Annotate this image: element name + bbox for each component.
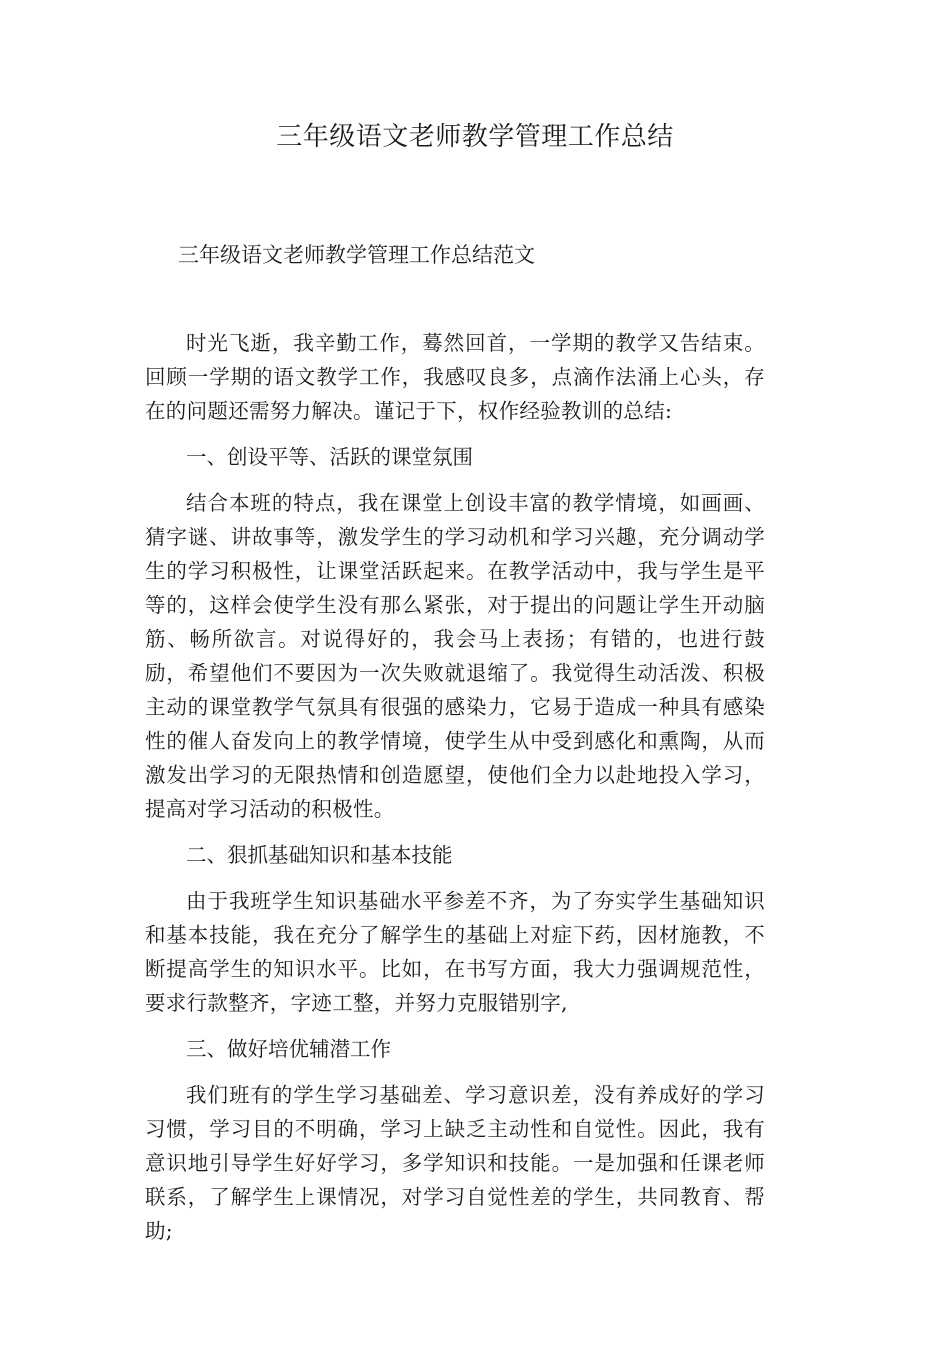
document-subtitle: 三年级语文老师教学管理工作总结范文 <box>178 243 535 267</box>
section-paragraph-2: 由于我班学生知识基础水平参差不齐，为了夯实学生基础知识和基本技能，我在充分了解学生的基础上对症下药，因材施教，不断提高学生的知识水平。比如，在书写方面，我大力强调规范性，要求行款整齐，字迹工整，并努力克服错别字, <box>145 889 765 1015</box>
section-heading-2: 二、狠抓基础知识和基本技能 <box>186 843 453 867</box>
document-body <box>145 326 765 1260</box>
section-paragraph-3: 我们班有的学生学习基础差、学习意识差，没有养成好的学习习惯，学习目的不明确，学习上缺乏主动性和自觉性。因此，我有意识地引导学生好好学习，多学知识和技能。一是加强和任课老师联系，了解学生上课情况，对学习自觉性差的学生，共同教育、帮助; <box>145 1083 765 1243</box>
intro-paragraph: 时光飞逝，我辛勤工作，蓦然回首，一学期的教学又告结束。回顾一学期的语文教学工作，我感叹良多，点滴作法涌上心头，存在的问题还需努力解决。谨记于下，权作经验教训的总结: <box>145 331 765 423</box>
document-title: 三年级语文老师教学管理工作总结 <box>276 122 674 152</box>
section-heading-1: 一、创设平等、活跃的课堂氛围 <box>186 445 473 469</box>
section-heading-3: 三、做好培优辅潜工作 <box>186 1037 391 1061</box>
section-paragraph-1: 结合本班的特点，我在课堂上创设丰富的教学情境，如画画、猜字谜、讲故事等，激发学生的学习动机和学习兴趣，充分调动学生的学习积极性，让课堂活跃起来。在教学活动中，我与学生是平等的，这样会使学生没有那么紧张，对于提出的问题让学生开动脑筋、畅所欲言。对说得好的，我会马上表扬；有错的，也进行鼓励，希望他们不要因为一次失败就退缩了。我觉得生动活泼、积极主动的课堂教学气氛具有很强的感染力，它易于造成一种具有感染性的催人奋发向上的教学情境，使学生从中受到感化和熏陶，从而激发出学习的无限热情和创造愿望，使他们全力以赴地投入学习，提高对学习活动的积极性。 <box>145 491 765 821</box>
